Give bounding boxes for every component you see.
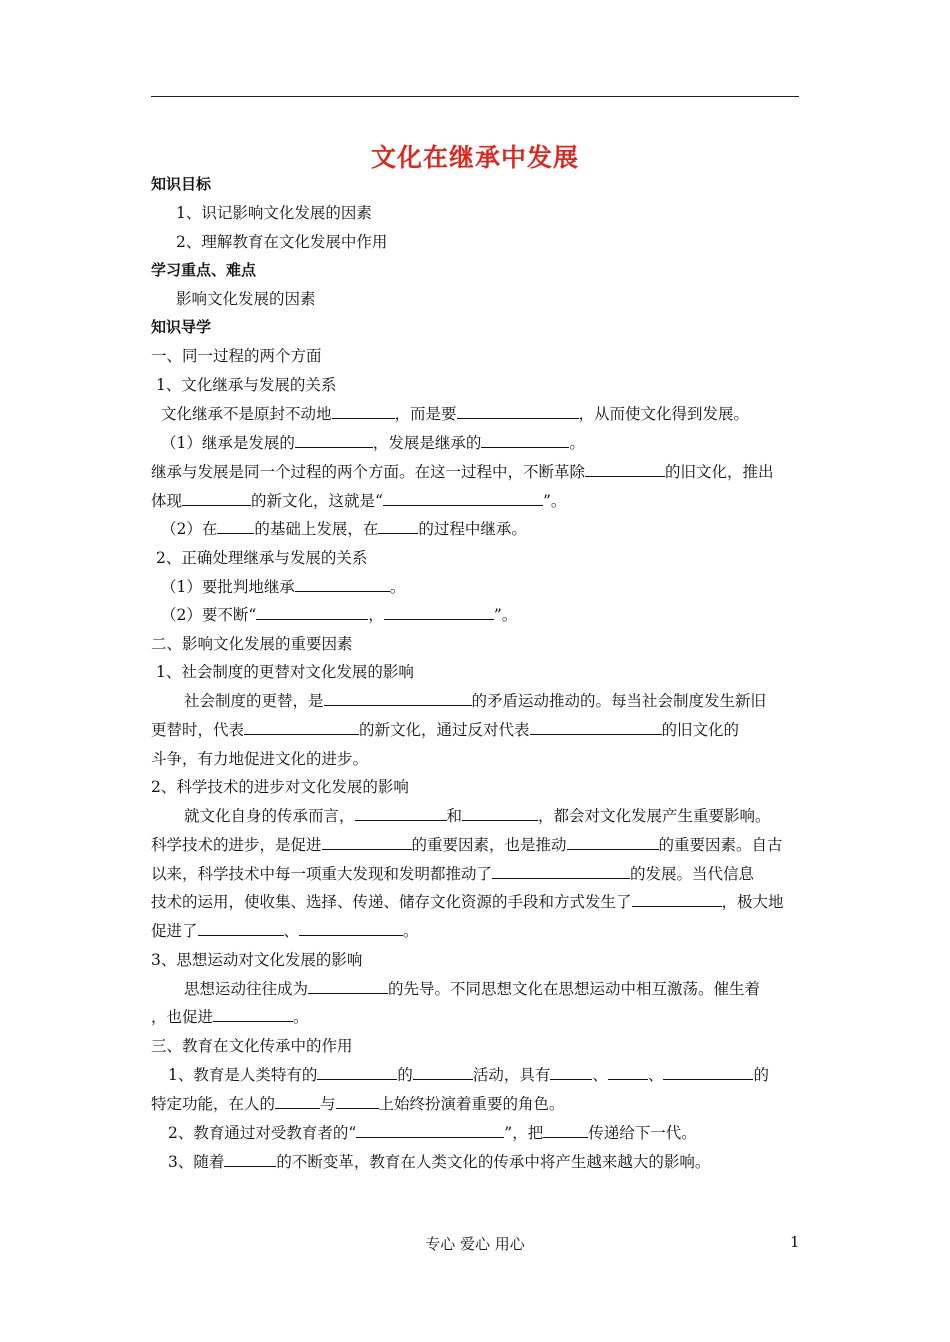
text-line xyxy=(151,777,801,797)
line-text: 的过程中继承。 xyxy=(418,520,527,538)
fill-in-blank[interactable] xyxy=(550,1065,592,1080)
line-text: 学习重点、难点 xyxy=(151,261,257,279)
line-text: 、 xyxy=(592,1066,608,1084)
fill-in-blank[interactable] xyxy=(355,806,447,821)
line-text: 的新文化，通过反对代表 xyxy=(359,721,530,739)
text-line xyxy=(151,548,806,568)
text-line xyxy=(151,864,801,884)
fill-in-blank[interactable] xyxy=(322,835,412,850)
line-text: （2）要不断“ xyxy=(161,606,257,624)
fill-in-blank[interactable] xyxy=(299,921,403,936)
text-line xyxy=(151,979,834,999)
line-text: （2）在 xyxy=(161,520,218,538)
text-line xyxy=(151,1094,801,1114)
text-line xyxy=(151,662,806,682)
footer-motto: 专心 爱心 用心 xyxy=(425,1235,525,1253)
fill-in-blank[interactable] xyxy=(336,1094,379,1109)
line-text: 的 xyxy=(753,1066,769,1084)
fill-in-blank[interactable] xyxy=(198,921,284,936)
text-line xyxy=(151,605,811,625)
fill-in-blank[interactable] xyxy=(608,1065,648,1080)
section-heading xyxy=(151,174,801,194)
line-text: ，也促进 xyxy=(151,1008,214,1026)
fill-in-blank[interactable] xyxy=(308,979,388,994)
line-text: 3、思想运动对文化发展的影响 xyxy=(151,951,363,969)
line-text: 体现 xyxy=(151,492,183,510)
line-text: 知识导学 xyxy=(151,318,212,336)
text-line xyxy=(151,634,801,654)
fill-in-blank[interactable] xyxy=(457,404,579,419)
line-text: 的旧文化的 xyxy=(661,721,740,739)
line-text: 继承与发展是同一个过程的两个方面。在这一过程中，不断革除 xyxy=(151,463,586,481)
line-text: 知识目标 xyxy=(151,175,212,193)
text-line xyxy=(151,806,834,826)
page-number: 1 xyxy=(790,1233,800,1251)
fill-in-blank[interactable] xyxy=(182,491,251,506)
fill-in-blank[interactable] xyxy=(585,462,665,477)
text-line xyxy=(151,404,811,424)
text-line xyxy=(151,289,826,309)
line-text: 的新文化，这就是“ xyxy=(251,492,383,510)
fill-in-blank[interactable] xyxy=(567,835,659,850)
line-text: 二、影响文化发展的重要因素 xyxy=(151,635,353,653)
line-text: ”，把 xyxy=(504,1124,544,1142)
section-heading xyxy=(151,260,801,280)
line-text: 1、文化继承与发展的关系 xyxy=(156,376,337,394)
line-text: 1、识记影响文化发展的因素 xyxy=(176,204,372,222)
text-line xyxy=(151,1007,801,1027)
line-text: 。 xyxy=(389,578,406,596)
fill-in-blank[interactable] xyxy=(213,1007,293,1022)
line-text: 、 xyxy=(283,922,300,940)
fill-in-blank[interactable] xyxy=(275,1094,320,1109)
line-text: ，从而使文化得到发展。 xyxy=(578,405,750,423)
line-text: 2、科学技术的进步对文化发展的影响 xyxy=(151,778,409,796)
line-text: 和 xyxy=(446,807,463,825)
line-text: 。 xyxy=(403,922,419,940)
line-text: 技术的运用，使收集、选择、传递、储存文化资源的手段和方式发生了 xyxy=(151,893,632,911)
line-text: 三、教育在文化传承中的作用 xyxy=(151,1037,353,1055)
text-line xyxy=(151,950,801,970)
fill-in-blank[interactable] xyxy=(324,691,472,706)
line-text: 的重要因素。自古 xyxy=(658,836,783,854)
line-text: （1）要批判地继承 xyxy=(161,578,295,596)
line-text: （1）继承是发展的 xyxy=(161,434,295,452)
line-text: 影响文化发展的因素 xyxy=(176,290,316,308)
page-title: 文化在继承中发展 xyxy=(370,143,579,172)
text-line xyxy=(151,519,811,539)
fill-in-blank[interactable] xyxy=(481,433,569,448)
line-text: 传递给下一代。 xyxy=(588,1124,697,1142)
line-text: 。 xyxy=(293,1008,309,1026)
line-text: 更替时，代表 xyxy=(151,721,245,739)
fill-in-blank[interactable] xyxy=(256,605,368,620)
text-line xyxy=(151,1123,818,1143)
section-heading xyxy=(151,317,801,337)
line-text: ，都会对文化发展产生重要影响。 xyxy=(538,807,771,825)
fill-in-blank[interactable] xyxy=(462,806,538,821)
fill-in-blank[interactable] xyxy=(413,1065,473,1080)
line-text: 2、正确处理继承与发展的关系 xyxy=(156,549,368,567)
fill-in-blank[interactable] xyxy=(356,1123,504,1138)
line-text: 3、随着 xyxy=(168,1153,225,1171)
line-text: 的矛盾运动推动的。每当社会制度发生新旧 xyxy=(471,692,767,710)
fill-in-blank[interactable] xyxy=(378,519,418,534)
text-line xyxy=(151,232,826,252)
line-text: 思想运动往往成为 xyxy=(184,980,309,998)
line-text: 的旧文化，推出 xyxy=(665,463,774,481)
line-text: 的重要因素，也是推动 xyxy=(411,836,567,854)
text-line xyxy=(151,892,801,912)
fill-in-blank[interactable] xyxy=(332,404,395,419)
fill-in-blank[interactable] xyxy=(383,491,543,506)
text-line xyxy=(151,577,811,597)
line-text: 与 xyxy=(320,1095,336,1113)
line-text: 就文化自身的传承而言， xyxy=(184,807,355,825)
text-line xyxy=(151,1152,818,1172)
line-text: 的不断变革，教育在人类文化的传承中将产生越来越大的影响。 xyxy=(276,1153,711,1171)
line-text: 的基础上发展，在 xyxy=(254,520,379,538)
line-text: 活动，具有 xyxy=(472,1066,551,1084)
line-text: 的先导。不同思想文化在思想运动中相互激荡。催生着 xyxy=(388,980,761,998)
text-line xyxy=(151,921,801,941)
line-text: ，发展是继承的 xyxy=(372,434,482,452)
fill-in-blank[interactable] xyxy=(543,1123,588,1138)
line-text: ， xyxy=(368,606,384,624)
text-line xyxy=(151,346,801,366)
text-line xyxy=(151,835,801,855)
line-text: 的 xyxy=(397,1066,413,1084)
text-line xyxy=(151,1065,818,1085)
fill-in-blank[interactable] xyxy=(224,1152,276,1167)
fill-in-blank[interactable] xyxy=(295,577,390,592)
line-text: ”。 xyxy=(493,606,518,624)
line-text: 1、教育是人类特有的 xyxy=(168,1066,318,1084)
line-text: 。 xyxy=(569,434,585,452)
line-text: 斗争，有力地促进文化的进步。 xyxy=(151,750,369,768)
line-text: ”。 xyxy=(542,492,567,510)
line-text: 科学技术的进步，是促进 xyxy=(151,836,322,854)
line-text: ，极大地 xyxy=(721,893,784,911)
line-text: 、 xyxy=(647,1066,664,1084)
line-text: 1、社会制度的更替对文化发展的影响 xyxy=(156,663,414,681)
fill-in-blank[interactable] xyxy=(384,605,494,620)
text-line xyxy=(151,749,801,769)
text-line xyxy=(151,375,806,395)
line-text: 上始终扮演着重要的角色。 xyxy=(378,1095,565,1113)
text-line xyxy=(151,462,801,482)
fill-in-blank[interactable] xyxy=(244,720,359,735)
line-text: 一、同一过程的两个方面 xyxy=(151,347,322,365)
header-rule xyxy=(151,96,799,97)
line-text: 文化继承不是原封不动地 xyxy=(161,405,332,423)
text-line xyxy=(151,203,826,223)
line-text: 以来，科学技术中每一项重大发现和发明都推动了 xyxy=(151,865,493,883)
fill-in-blank[interactable] xyxy=(663,1065,753,1080)
fill-in-blank[interactable] xyxy=(632,892,722,907)
text-line xyxy=(151,691,834,711)
line-text: ，而是要 xyxy=(394,405,457,423)
fill-in-blank[interactable] xyxy=(530,720,662,735)
text-line xyxy=(151,1036,801,1056)
fill-in-blank[interactable] xyxy=(317,1065,397,1080)
fill-in-blank[interactable] xyxy=(295,433,373,448)
fill-in-blank[interactable] xyxy=(217,519,254,534)
text-line xyxy=(151,720,801,740)
line-text: 社会制度的更替，是 xyxy=(184,692,324,710)
line-text: 的发展。当代信息 xyxy=(630,865,755,883)
line-text: 2、教育通过对受教育者的“ xyxy=(168,1124,357,1142)
fill-in-blank[interactable] xyxy=(492,864,630,879)
line-text: 特定功能，在人的 xyxy=(151,1095,276,1113)
text-line xyxy=(151,491,801,511)
text-line xyxy=(151,433,811,453)
line-text: 促进了 xyxy=(151,922,198,940)
line-text: 2、理解教育在文化发展中作用 xyxy=(176,233,388,251)
